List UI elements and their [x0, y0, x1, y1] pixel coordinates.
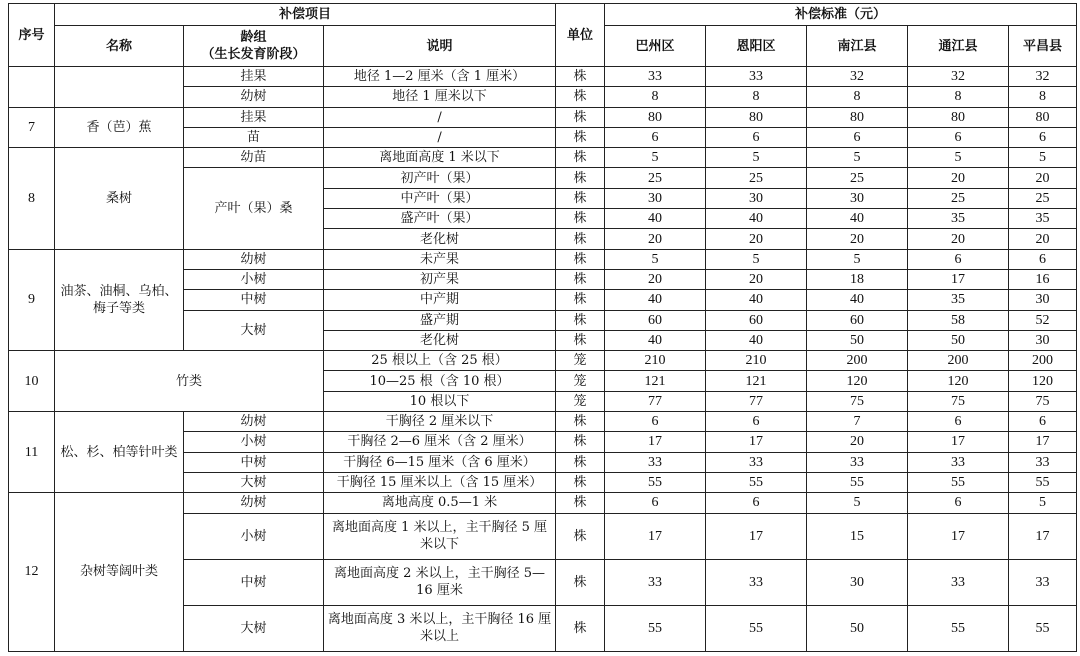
value-cell: 6: [605, 127, 706, 147]
seq-cell: 9: [9, 249, 55, 350]
value-cell: 60: [807, 310, 908, 330]
value-cell: 75: [1009, 391, 1077, 411]
age-cell: 小树: [184, 513, 324, 559]
header-seq: 序号: [9, 4, 55, 67]
header-age: [184, 26, 324, 67]
value-cell: 200: [807, 351, 908, 371]
unit-cell: 株: [556, 452, 605, 472]
age-cell: 小树: [184, 269, 324, 289]
desc-cell: 中产叶（果）: [324, 188, 556, 208]
unit-cell: 株: [556, 310, 605, 330]
value-cell: 50: [807, 330, 908, 350]
value-cell: 7: [807, 412, 908, 432]
value-cell: 60: [605, 310, 706, 330]
value-cell: 25: [605, 168, 706, 188]
value-cell: 30: [1009, 330, 1077, 350]
value-cell: 25: [706, 168, 807, 188]
age-cell: 幼树: [184, 249, 324, 269]
desc-cell: 25 根以上（含 25 根）: [324, 351, 556, 371]
table-row: [9, 67, 1077, 87]
value-cell: 20: [605, 269, 706, 289]
value-cell: 55: [1009, 472, 1077, 492]
seq-cell: 12: [9, 493, 55, 651]
age-cell: 苗: [184, 127, 324, 147]
value-cell: 55: [706, 472, 807, 492]
unit-cell: 株: [556, 148, 605, 168]
value-cell: 17: [908, 513, 1009, 559]
value-cell: 20: [807, 229, 908, 249]
unit-cell: 株: [556, 432, 605, 452]
header-age-line1: 龄组: [240, 30, 267, 45]
value-cell: 32: [807, 67, 908, 87]
unit-cell: 株: [556, 67, 605, 87]
value-cell: 120: [908, 371, 1009, 391]
value-cell: 200: [908, 351, 1009, 371]
value-cell: 52: [1009, 310, 1077, 330]
value-cell: 33: [908, 452, 1009, 472]
desc-cell: 老化树: [324, 330, 556, 350]
value-cell: 5: [605, 148, 706, 168]
value-cell: 17: [605, 432, 706, 452]
value-cell: 6: [1009, 412, 1077, 432]
value-cell: 35: [908, 209, 1009, 229]
age-cell: 大树: [184, 310, 324, 351]
value-cell: 40: [605, 290, 706, 310]
value-cell: 55: [605, 472, 706, 492]
desc-cell: 离地面高度 3 米以上，主干胸径 16 厘米以上: [324, 605, 556, 651]
unit-cell: 株: [556, 87, 605, 107]
age-cell: 挂果: [184, 67, 324, 87]
value-cell: 30: [605, 188, 706, 208]
value-cell: 6: [1009, 249, 1077, 269]
value-cell: 20: [908, 229, 1009, 249]
value-cell: 77: [605, 391, 706, 411]
value-cell: 16: [1009, 269, 1077, 289]
desc-cell: 盛产叶（果）: [324, 209, 556, 229]
unit-cell: 株: [556, 249, 605, 269]
header-region: 平昌县: [1009, 26, 1077, 67]
value-cell: 55: [807, 472, 908, 492]
value-cell: 6: [706, 412, 807, 432]
value-cell: 33: [807, 452, 908, 472]
name-cell: [55, 67, 184, 108]
unit-cell: 株: [556, 330, 605, 350]
table-row: [9, 412, 1077, 432]
value-cell: 40: [807, 290, 908, 310]
unit-cell: 笼: [556, 351, 605, 371]
desc-cell: 盛产期: [324, 310, 556, 330]
desc-cell: 10 根以下: [324, 391, 556, 411]
desc-cell: 老化树: [324, 229, 556, 249]
age-cell: 挂果: [184, 107, 324, 127]
value-cell: 30: [706, 188, 807, 208]
value-cell: 5: [908, 148, 1009, 168]
value-cell: 18: [807, 269, 908, 289]
value-cell: 80: [908, 107, 1009, 127]
value-cell: 40: [605, 209, 706, 229]
value-cell: 120: [1009, 371, 1077, 391]
value-cell: 33: [1009, 559, 1077, 605]
value-cell: 5: [807, 148, 908, 168]
age-cell: 中树: [184, 290, 324, 310]
unit-cell: 株: [556, 513, 605, 559]
value-cell: 17: [908, 269, 1009, 289]
value-cell: 8: [908, 87, 1009, 107]
value-cell: 5: [1009, 148, 1077, 168]
value-cell: 17: [605, 513, 706, 559]
desc-cell: 地径 1 厘米以下: [324, 87, 556, 107]
value-cell: 50: [908, 330, 1009, 350]
value-cell: 33: [706, 67, 807, 87]
value-cell: 6: [807, 127, 908, 147]
value-cell: 5: [807, 249, 908, 269]
value-cell: 121: [706, 371, 807, 391]
value-cell: 40: [706, 290, 807, 310]
value-cell: 8: [807, 87, 908, 107]
unit-cell: 笼: [556, 391, 605, 411]
desc-cell: 离地面高度 1 米以下: [324, 148, 556, 168]
value-cell: 30: [1009, 290, 1077, 310]
unit-cell: 株: [556, 412, 605, 432]
table-row: [9, 148, 1077, 168]
value-cell: 35: [1009, 209, 1077, 229]
header-region: 巴州区: [605, 26, 706, 67]
unit-cell: 株: [556, 290, 605, 310]
age-cell: 幼树: [184, 87, 324, 107]
seq-cell: 11: [9, 412, 55, 493]
name-cell: 松、杉、柏等针叶类: [55, 412, 184, 493]
age-cell: 幼树: [184, 412, 324, 432]
value-cell: 55: [605, 605, 706, 651]
name-cell: 杂树等阔叶类: [55, 493, 184, 651]
desc-cell: 干胸径 2 厘米以下: [324, 412, 556, 432]
value-cell: 50: [807, 605, 908, 651]
value-cell: 40: [807, 209, 908, 229]
value-cell: 55: [1009, 605, 1077, 651]
header-region: 南江县: [807, 26, 908, 67]
name-cell: 桑树: [55, 148, 184, 249]
value-cell: 33: [706, 559, 807, 605]
seq-cell: 8: [9, 148, 55, 249]
unit-cell: 株: [556, 127, 605, 147]
value-cell: 33: [605, 67, 706, 87]
value-cell: 75: [908, 391, 1009, 411]
value-cell: 17: [706, 432, 807, 452]
value-cell: 33: [908, 559, 1009, 605]
age-cell: 小树: [184, 432, 324, 452]
desc-cell: 地径 1—2 厘米（含 1 厘米）: [324, 67, 556, 87]
value-cell: 55: [706, 605, 807, 651]
value-cell: 40: [605, 330, 706, 350]
header-unit: 单位: [556, 4, 605, 67]
value-cell: 6: [908, 412, 1009, 432]
value-cell: 30: [807, 188, 908, 208]
desc-cell: 干胸径 2—6 厘米（含 2 厘米）: [324, 432, 556, 452]
value-cell: 25: [807, 168, 908, 188]
age-cell: 中树: [184, 452, 324, 472]
unit-cell: 笼: [556, 371, 605, 391]
header-name: 名称: [55, 26, 184, 67]
value-cell: 210: [706, 351, 807, 371]
age-cell: 幼苗: [184, 148, 324, 168]
desc-cell: /: [324, 107, 556, 127]
value-cell: 35: [908, 290, 1009, 310]
value-cell: 6: [908, 249, 1009, 269]
name-cell: 油茶、油桐、乌柏、梅子等类: [55, 249, 184, 350]
value-cell: 33: [1009, 452, 1077, 472]
value-cell: 80: [1009, 107, 1077, 127]
seq-cell: 7: [9, 107, 55, 148]
unit-cell: 株: [556, 559, 605, 605]
name-cell: 香（芭）蕉: [55, 107, 184, 148]
value-cell: 25: [1009, 188, 1077, 208]
unit-cell: 株: [556, 168, 605, 188]
desc-cell: 10—25 根（含 10 根）: [324, 371, 556, 391]
value-cell: 77: [706, 391, 807, 411]
value-cell: 20: [1009, 168, 1077, 188]
value-cell: 17: [1009, 432, 1077, 452]
value-cell: 33: [706, 452, 807, 472]
value-cell: 5: [1009, 493, 1077, 513]
value-cell: 58: [908, 310, 1009, 330]
value-cell: 55: [908, 605, 1009, 651]
unit-cell: 株: [556, 188, 605, 208]
header-standard-group: 补偿标准（元）: [605, 4, 1077, 26]
value-cell: 40: [706, 209, 807, 229]
age-cell: 产叶（果）桑: [184, 168, 324, 249]
value-cell: 20: [807, 432, 908, 452]
value-cell: 20: [908, 168, 1009, 188]
value-cell: 8: [1009, 87, 1077, 107]
value-cell: 60: [706, 310, 807, 330]
table-row: [9, 249, 1077, 269]
value-cell: 20: [1009, 229, 1077, 249]
value-cell: 33: [605, 452, 706, 472]
table-row: [9, 107, 1077, 127]
unit-cell: 株: [556, 209, 605, 229]
value-cell: 75: [807, 391, 908, 411]
value-cell: 17: [706, 513, 807, 559]
seq-cell: 10: [9, 351, 55, 412]
value-cell: 5: [706, 249, 807, 269]
value-cell: 80: [605, 107, 706, 127]
table-row: [9, 351, 1077, 371]
value-cell: 121: [605, 371, 706, 391]
compensation-table: [8, 3, 1077, 652]
desc-cell: 初产叶（果）: [324, 168, 556, 188]
header-desc: 说明: [324, 26, 556, 67]
value-cell: 15: [807, 513, 908, 559]
value-cell: 6: [706, 127, 807, 147]
desc-cell: 干胸径 6—15 厘米（含 6 厘米）: [324, 452, 556, 472]
seq-cell: [9, 67, 55, 108]
desc-cell: /: [324, 127, 556, 147]
desc-cell: 离地面高度 1 米以上，主干胸径 5 厘米以下: [324, 513, 556, 559]
value-cell: 20: [605, 229, 706, 249]
value-cell: 6: [908, 493, 1009, 513]
value-cell: 6: [706, 493, 807, 513]
unit-cell: 株: [556, 605, 605, 651]
value-cell: 200: [1009, 351, 1077, 371]
header-region: 通江县: [908, 26, 1009, 67]
value-cell: 6: [605, 493, 706, 513]
value-cell: 32: [1009, 67, 1077, 87]
age-cell: 幼树: [184, 493, 324, 513]
desc-cell: 未产果: [324, 249, 556, 269]
unit-cell: 株: [556, 229, 605, 249]
age-cell: 大树: [184, 605, 324, 651]
header-age-line2: （生长发育阶段）: [201, 47, 306, 62]
value-cell: 20: [706, 269, 807, 289]
value-cell: 25: [908, 188, 1009, 208]
value-cell: 210: [605, 351, 706, 371]
unit-cell: 株: [556, 269, 605, 289]
unit-cell: 株: [556, 472, 605, 492]
value-cell: 5: [807, 493, 908, 513]
value-cell: 17: [1009, 513, 1077, 559]
value-cell: 6: [908, 127, 1009, 147]
value-cell: 80: [706, 107, 807, 127]
desc-cell: 中产期: [324, 290, 556, 310]
name-cell: 竹类: [55, 351, 324, 412]
value-cell: 33: [605, 559, 706, 605]
age-cell: 大树: [184, 472, 324, 492]
value-cell: 55: [908, 472, 1009, 492]
value-cell: 8: [706, 87, 807, 107]
table-row: [9, 493, 1077, 513]
value-cell: 80: [807, 107, 908, 127]
desc-cell: 离地面高度 2 米以上，主干胸径 5—16 厘米: [324, 559, 556, 605]
value-cell: 6: [1009, 127, 1077, 147]
header-project-group: 补偿项目: [55, 4, 556, 26]
value-cell: 5: [706, 148, 807, 168]
value-cell: 6: [605, 412, 706, 432]
value-cell: 17: [908, 432, 1009, 452]
desc-cell: 干胸径 15 厘米以上（含 15 厘米）: [324, 472, 556, 492]
header-region: 恩阳区: [706, 26, 807, 67]
unit-cell: 株: [556, 107, 605, 127]
value-cell: 8: [605, 87, 706, 107]
value-cell: 5: [605, 249, 706, 269]
age-cell: 中树: [184, 559, 324, 605]
value-cell: 40: [706, 330, 807, 350]
desc-cell: 初产果: [324, 269, 556, 289]
desc-cell: 离地高度 0.5—1 米: [324, 493, 556, 513]
value-cell: 120: [807, 371, 908, 391]
unit-cell: 株: [556, 493, 605, 513]
value-cell: 30: [807, 559, 908, 605]
value-cell: 20: [706, 229, 807, 249]
value-cell: 32: [908, 67, 1009, 87]
